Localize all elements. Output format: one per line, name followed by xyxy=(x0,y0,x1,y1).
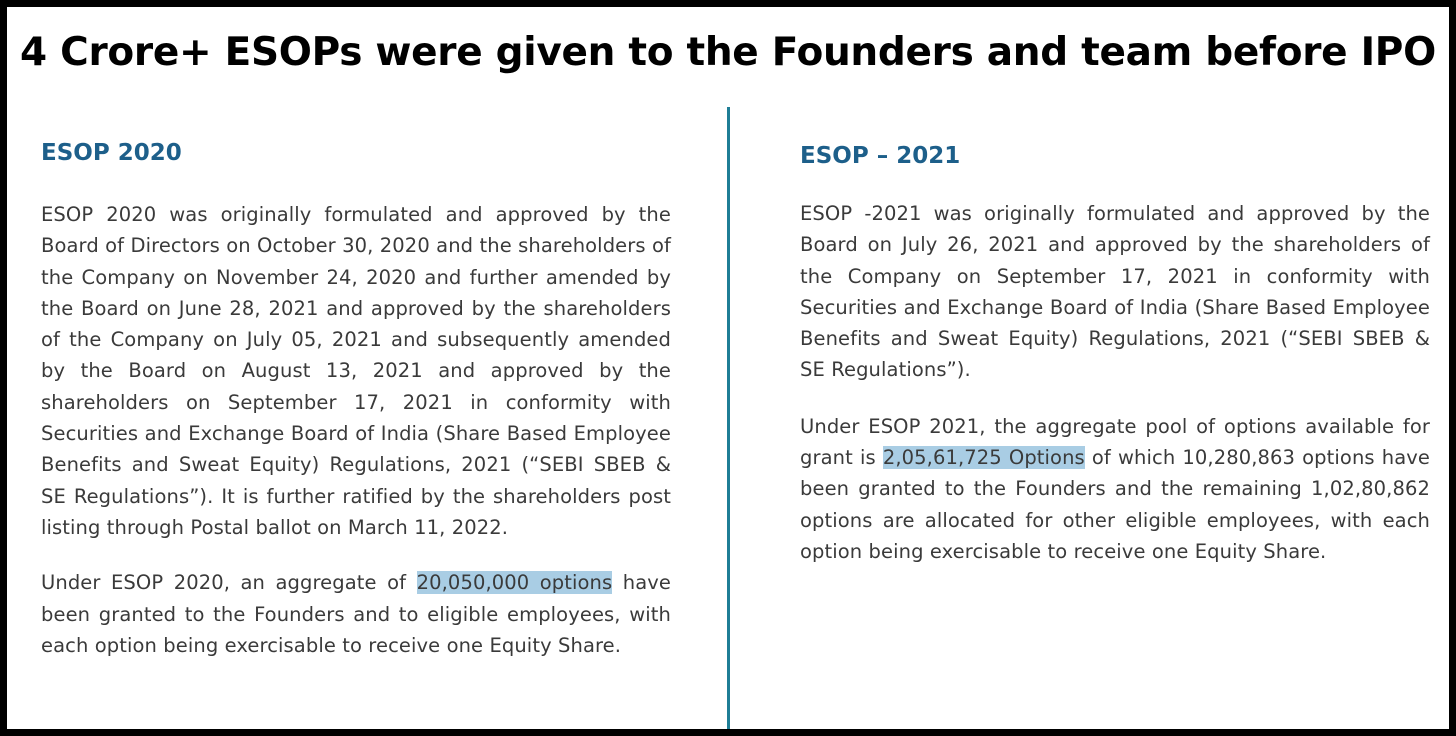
esop-2020-paragraph-2-lead: Under ESOP 2020, an aggregate of xyxy=(41,571,417,595)
esop-2021-paragraph-2-tail: of which 10,280,863 options have been granted to the Founders and the remaining 1,02,80,862 options are allocated for other eligible employees, with each option being exercisable to receive one Equity Share. xyxy=(800,446,1430,563)
esop-2021-paragraph-1: ESOP -2021 was originally formulated and approved by the Board on July 26, 2021 and approved by the shareholders of the Company on September 17, 2021 in conformity with Securities and Exchange Board of India (Share Based Employee Benefits and Sweat Equity) Regulations, 2021 (“SEBI SBEB & SE Regulations”). xyxy=(800,202,1430,382)
page-headline: 4 Crore+ ESOPs were given to the Founders and team before IPO xyxy=(20,30,1436,75)
esop-2020-options-highlight: 20,050,000 options xyxy=(416,571,613,595)
esop-2020-section xyxy=(41,137,671,661)
column-divider xyxy=(727,107,730,729)
esop-2020-title: ESOP 2020 xyxy=(41,140,182,166)
esop-2021-paragraph-2 xyxy=(800,411,1430,567)
esop-2020-paragraph-1: ESOP 2020 was originally formulated and approved by the Board of Directors on October 30, 2020 and the shareholders of the Company on November 24, 2020 and further amended by the Board on June 28, 2021 and approved by the shareholders of the Company on July 05, 2021 and subsequently amended by the Board on August 13, 2021 and approved by the shareholders on September 17, 2021 in conformity with Securities and Exchange Board of India (Share Based Employee Benefits and Sweat Equity) Regulations, 2021 (“SEBI SBEB & SE Regulations”). It is further ratified by the shareholders post listing through Postal ballot on March 11, 2022. xyxy=(41,203,671,539)
esop-2021-title: ESOP – 2021 xyxy=(800,143,961,169)
esop-2021-section xyxy=(800,140,1430,567)
esop-2020-paragraph-2-tail: have been granted to the Founders and to eligible employees, with each option being exercisable to receive one Equity Share. xyxy=(41,571,672,657)
esop-2021-options-highlight: 2,05,61,725 Options xyxy=(882,446,1085,470)
esop-2021-paragraph-2-lead: Under ESOP 2021, the aggregate pool of options available for grant is xyxy=(800,414,1430,470)
content-panel xyxy=(7,7,1449,729)
esop-2020-paragraph-2 xyxy=(41,567,671,661)
